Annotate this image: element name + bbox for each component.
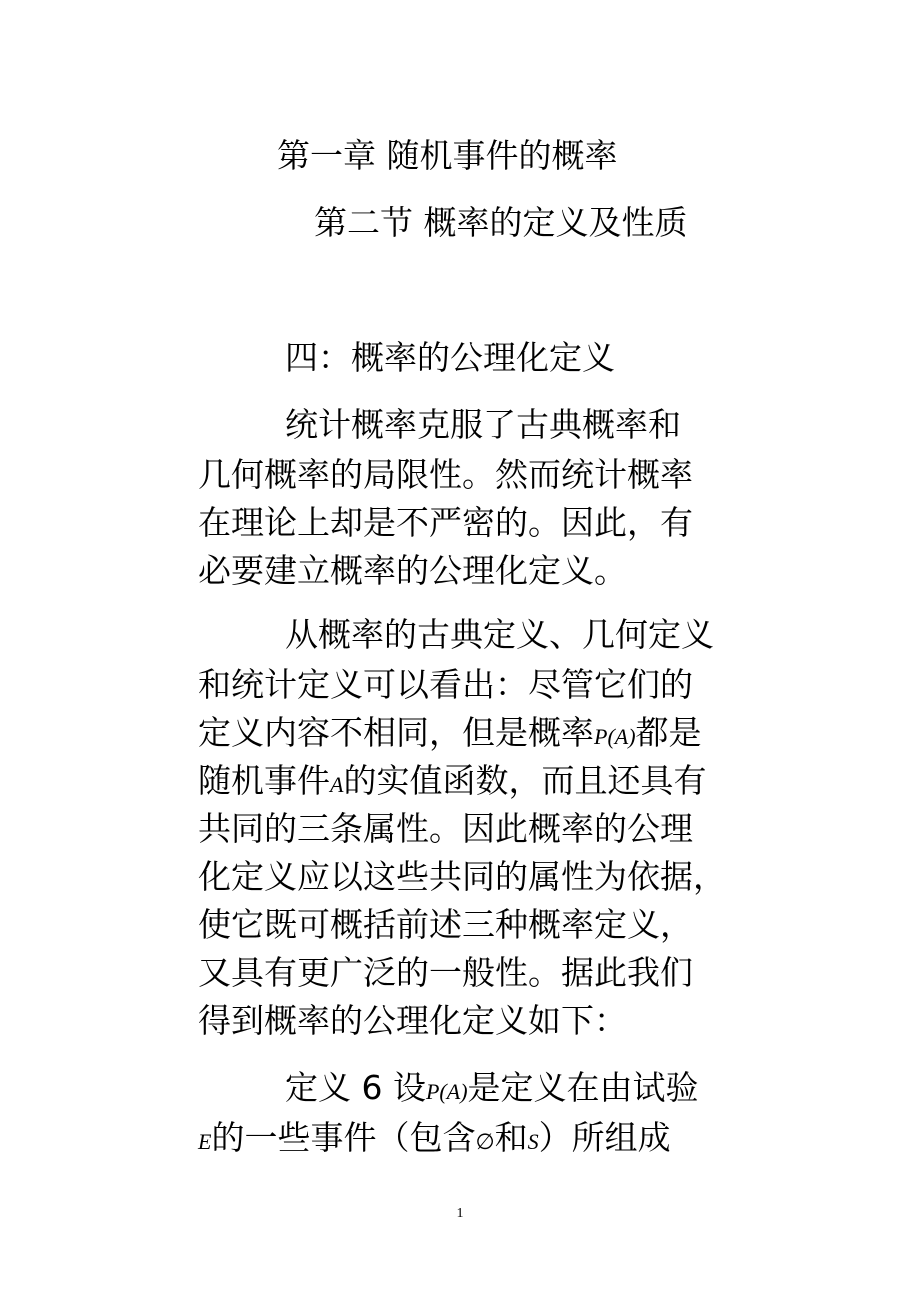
paragraph-line: 共同的三条属性。因此概率的公理	[198, 809, 693, 848]
subsection-title: 四：概率的公理化定义	[285, 338, 615, 377]
text-run: 的实值函数，而且还具有	[343, 761, 707, 800]
definition-line	[285, 1068, 699, 1112]
text-run: 的一些事件（包含	[211, 1118, 476, 1157]
text-run: 是定义在由试验	[467, 1068, 699, 1107]
section-title: 第二节 概率的定义及性质	[314, 203, 688, 242]
paragraph-line: 得到概率的公理化定义如下：	[198, 1001, 627, 1040]
paragraph-line: 和统计定义可以看出：尽管它们的	[198, 665, 693, 704]
math-empty-set: ∅	[475, 1129, 495, 1154]
text-run: 定义内容不相同，但是概率	[198, 713, 594, 752]
page-number: 1	[456, 1206, 464, 1221]
paragraph-line	[198, 713, 702, 757]
text-run: 定义 6 设	[285, 1068, 426, 1107]
math-p-of-a: P(A)	[425, 1079, 468, 1104]
paragraph-line: 统计概率克服了古典概率和	[285, 405, 681, 444]
chapter-title: 第一章 随机事件的概率	[277, 136, 618, 175]
paragraph-line: 从概率的古典定义、几何定义	[285, 615, 714, 654]
paragraph-line: 在理论上却是不严密的。因此，有	[198, 503, 693, 542]
paragraph-line: 必要建立概率的公理化定义。	[198, 551, 627, 590]
math-a: A	[330, 772, 344, 797]
text-run: 和	[494, 1118, 528, 1157]
definition-line	[198, 1118, 671, 1162]
math-e: E	[198, 1129, 212, 1154]
paragraph-line: 化定义应以这些共同的属性为依据，	[198, 857, 726, 896]
paragraph-line: 使它既可概括前述三种概率定义，	[198, 905, 693, 944]
math-s: S	[527, 1129, 539, 1154]
paragraph-line: 几何概率的局限性。然而统计概率	[198, 455, 693, 494]
math-p-of-a: P(A)	[594, 724, 636, 749]
text-run: 都是	[635, 713, 702, 752]
text-run: 随机事件	[198, 761, 330, 800]
text-run: ）所组成	[538, 1118, 671, 1157]
paragraph-line	[198, 761, 706, 805]
paragraph-line: 又具有更广泛的一般性。据此我们	[198, 953, 693, 992]
